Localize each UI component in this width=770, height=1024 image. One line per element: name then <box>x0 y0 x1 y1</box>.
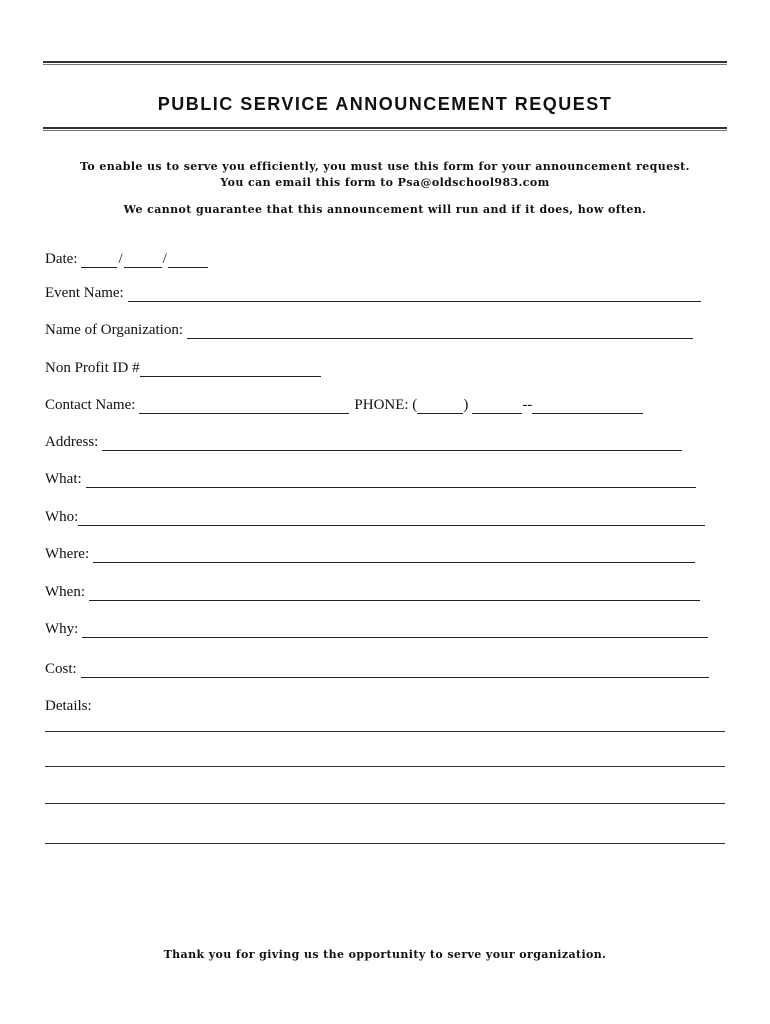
where-field <box>45 546 695 563</box>
title-rule <box>43 127 727 129</box>
contact-field <box>45 397 643 414</box>
organization-field <box>45 322 693 339</box>
date-label: Date: <box>45 251 78 267</box>
date-separator: / <box>118 251 123 267</box>
date-day-input[interactable] <box>124 255 162 268</box>
date-month-input[interactable] <box>81 255 117 268</box>
details-label: Details: <box>45 698 92 714</box>
top-rule-thin <box>43 64 727 65</box>
cost-input[interactable] <box>81 665 709 678</box>
phone-paren: ) <box>463 397 469 413</box>
phone-label: PHONE: ( <box>354 397 418 413</box>
nonprofit-id-label: Non Profit ID # <box>45 360 140 376</box>
who-input[interactable] <box>78 513 705 526</box>
contact-name-label: Contact Name: <box>45 397 136 413</box>
date-year-input[interactable] <box>168 255 208 268</box>
event-name-field <box>45 285 701 302</box>
when-label: When: <box>45 584 85 600</box>
organization-input[interactable] <box>187 326 693 339</box>
intro-line-3: We cannot guarantee that this announcement will run and if it does, how often. <box>123 203 647 216</box>
when-input[interactable] <box>89 588 700 601</box>
page-title: PUBLIC SERVICE ANNOUNCEMENT REQUEST <box>157 94 613 114</box>
title-rule-thin <box>43 130 727 131</box>
where-label: Where: <box>45 546 90 562</box>
intro-line-2: You can email this form to Psa@oldschool983.com <box>220 176 550 189</box>
nonprofit-id-field <box>45 360 321 377</box>
phone-number-input[interactable] <box>532 401 643 414</box>
contact-name-input[interactable] <box>139 401 349 414</box>
why-label: Why: <box>45 621 79 637</box>
why-field <box>45 621 708 638</box>
cost-label: Cost: <box>45 661 77 677</box>
phone-prefix-input[interactable] <box>472 401 522 414</box>
top-rule <box>43 61 727 63</box>
details-field <box>45 698 92 715</box>
what-label: What: <box>45 471 82 487</box>
what-field <box>45 471 696 488</box>
details-input-line[interactable] <box>45 803 725 804</box>
footer-thanks: Thank you for giving us the opportunity to serve your organization. <box>163 948 607 961</box>
why-input[interactable] <box>82 625 708 638</box>
details-input-line[interactable] <box>45 766 725 767</box>
date-field <box>45 251 208 268</box>
when-field <box>45 584 700 601</box>
intro-line-1: To enable us to serve you efficiently, you must use this form for your announcement request. <box>80 160 690 173</box>
event-name-input[interactable] <box>128 289 701 302</box>
details-input-line[interactable] <box>45 843 725 844</box>
organization-label: Name of Organization: <box>45 322 184 338</box>
who-label: Who: <box>45 509 79 525</box>
who-field <box>45 509 705 526</box>
event-name-label: Event Name: <box>45 285 124 301</box>
date-separator: / <box>162 251 167 267</box>
where-input[interactable] <box>93 550 695 563</box>
address-input[interactable] <box>102 438 682 451</box>
what-input[interactable] <box>86 475 696 488</box>
phone-area-code-input[interactable] <box>417 401 463 414</box>
address-label: Address: <box>45 434 99 450</box>
details-input-line[interactable] <box>45 731 725 732</box>
address-field <box>45 434 682 451</box>
nonprofit-id-input[interactable] <box>140 364 321 377</box>
phone-dash: -- <box>522 397 533 413</box>
cost-field <box>45 661 709 678</box>
